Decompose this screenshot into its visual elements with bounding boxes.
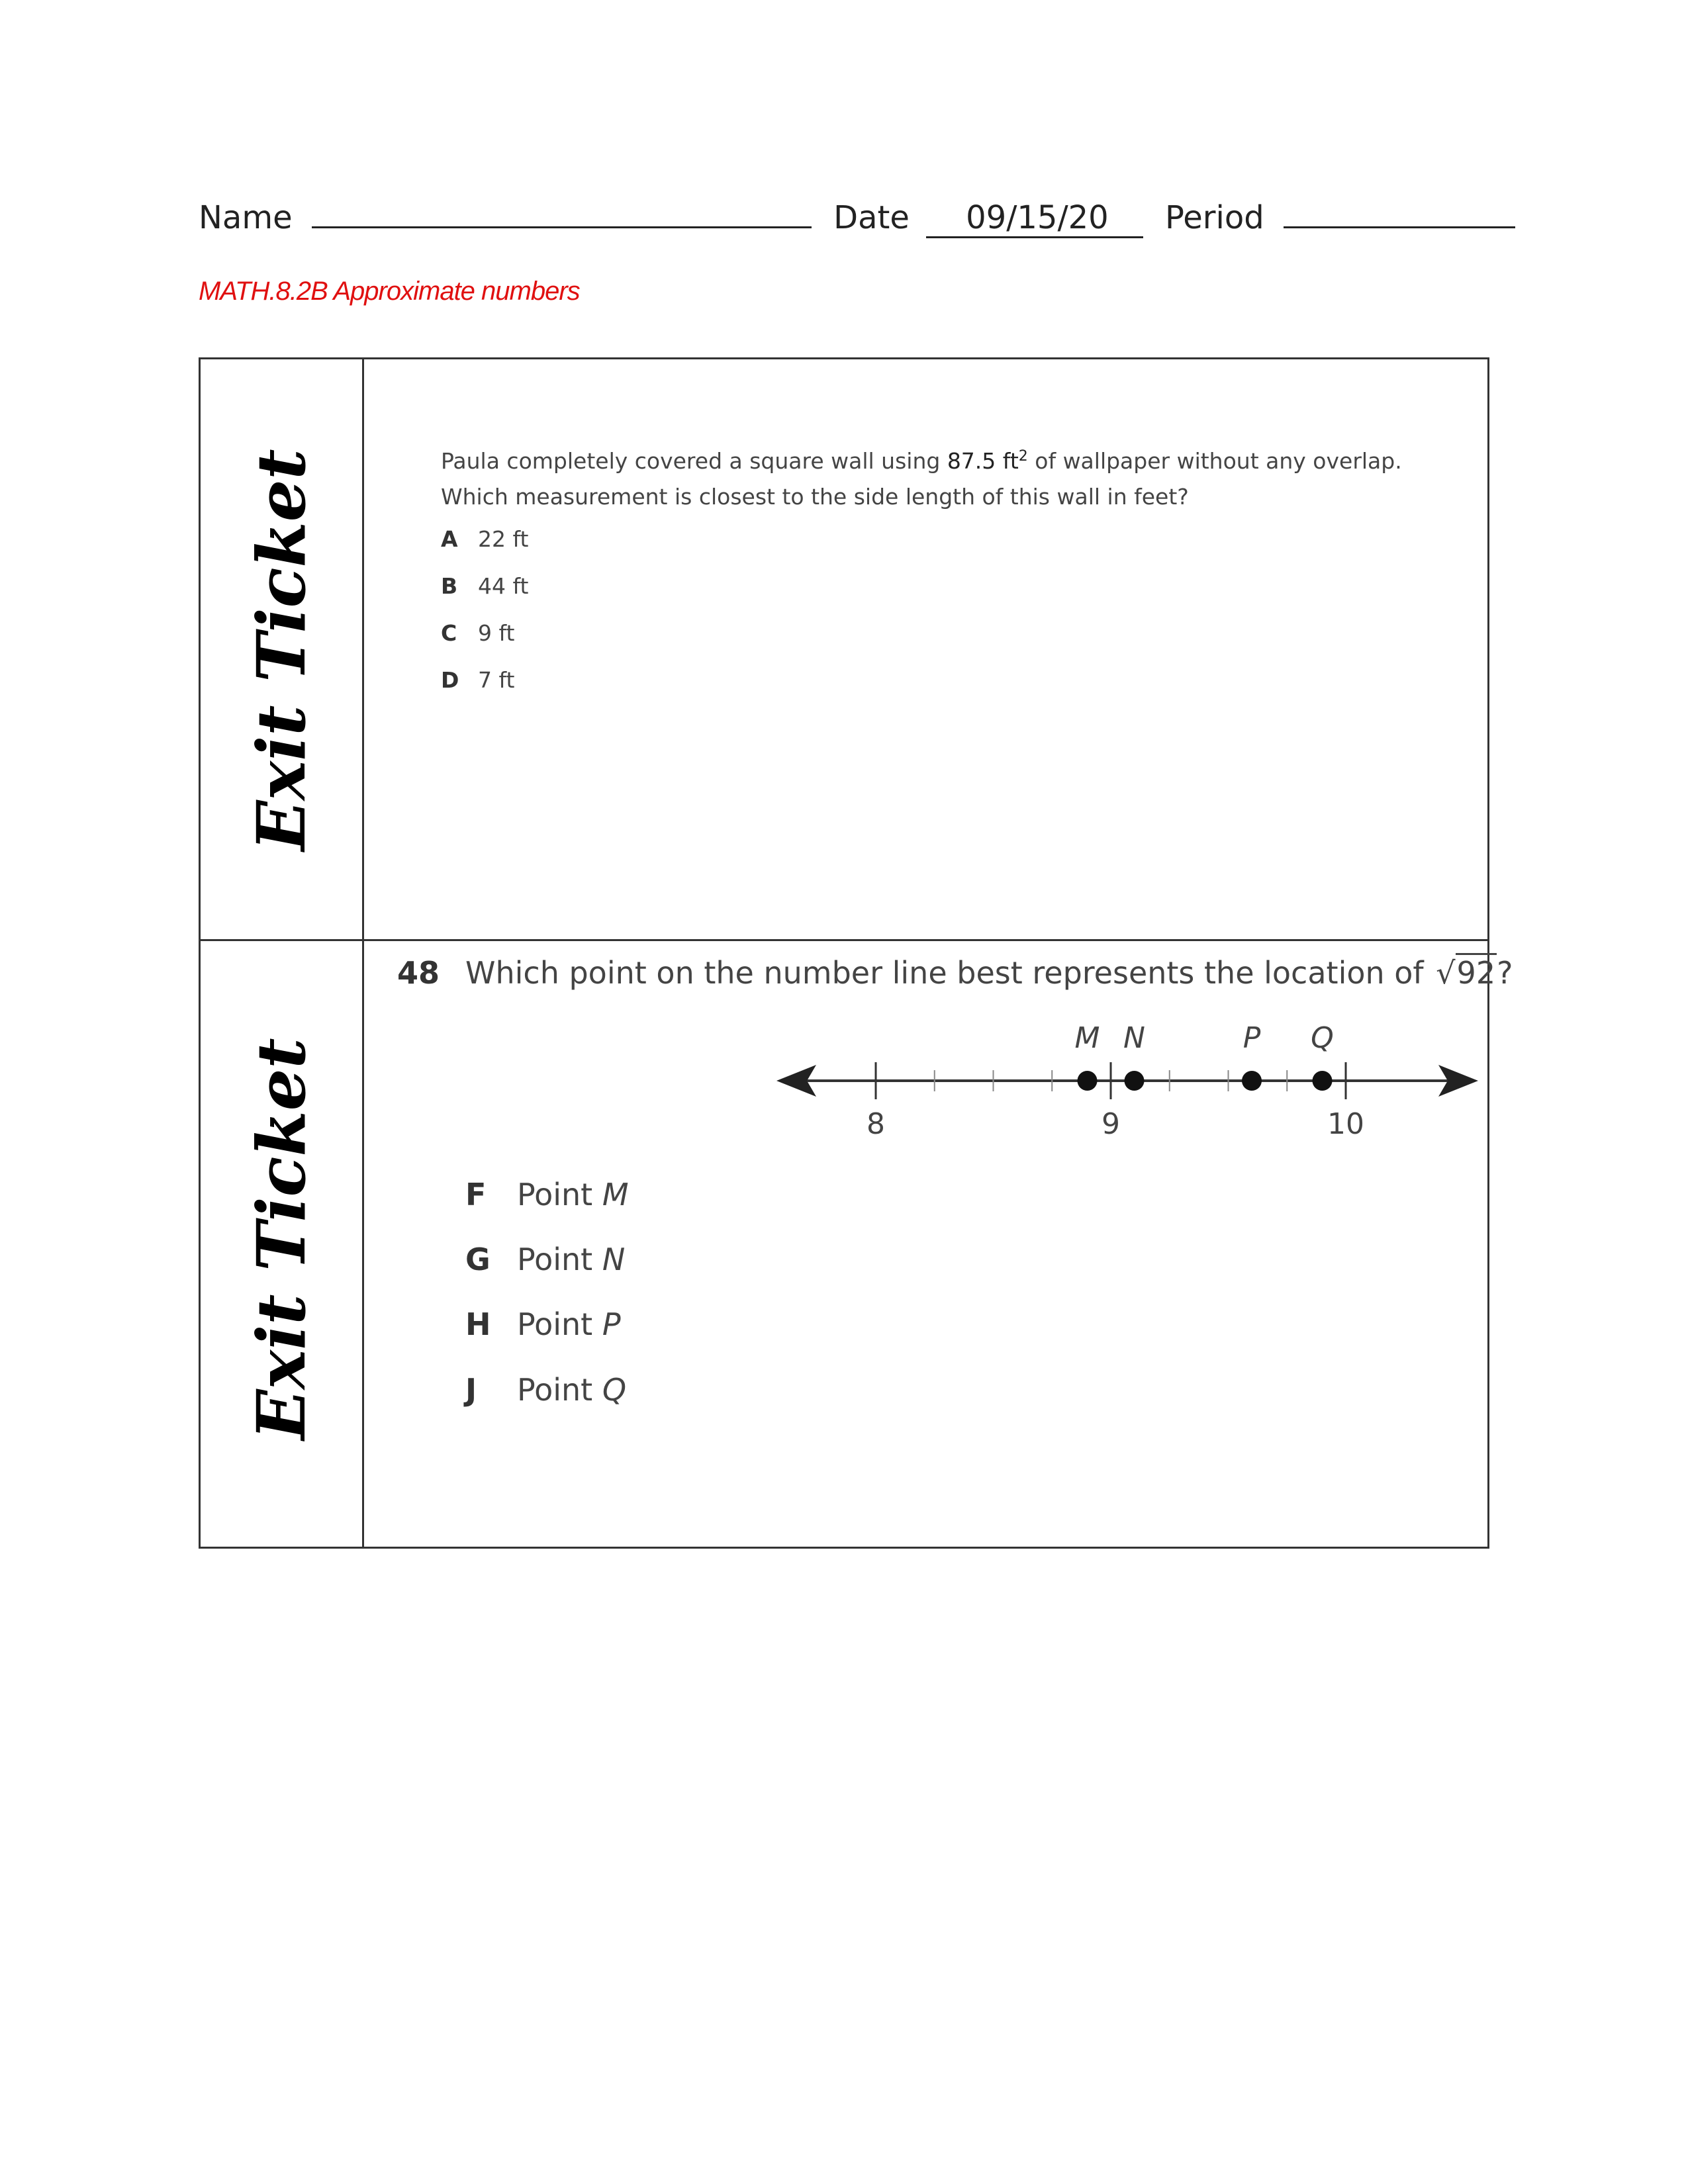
header-line <box>199 192 1489 238</box>
number-line <box>776 1015 1478 1193</box>
tick-label: 8 <box>867 1107 885 1141</box>
choice-g[interactable]: G Point N <box>465 1242 626 1277</box>
standard-label: MATH.8.2B Approximate numbers <box>199 277 580 306</box>
point-n <box>1125 1071 1145 1091</box>
name-blank[interactable] <box>312 192 812 228</box>
square-root: √92 <box>1433 955 1497 991</box>
exit-ticket-label-1: Exit Ticket <box>242 449 320 851</box>
choice-h[interactable]: H Point P <box>465 1306 621 1342</box>
choice-a[interactable]: A 22 ft <box>441 526 529 552</box>
period-blank[interactable] <box>1284 192 1515 228</box>
point-label-m: M <box>1074 1021 1100 1055</box>
choice-b[interactable]: B 44 ft <box>441 573 529 599</box>
area-value: 87.5 $ft^2$ <box>947 448 1028 474</box>
point-label-p: P <box>1243 1021 1261 1055</box>
column-divider <box>362 359 364 1547</box>
question-2-number: 48 <box>397 955 440 991</box>
point-label-q: Q <box>1311 1021 1334 1055</box>
exit-ticket-label-2: Exit Ticket <box>242 1038 320 1440</box>
tick-label: 9 <box>1102 1107 1120 1141</box>
question-1-text: Paula completely covered a square wall using 87.5 $ft^2$ of wallpaper without any overlap. Which measurement is closest to the side length of this wall in feet? <box>441 448 1402 510</box>
choice-f[interactable]: F Point M <box>465 1177 629 1212</box>
choice-d[interactable]: D 7 ft <box>441 667 515 693</box>
date-value[interactable]: 09/15/20 <box>926 199 1143 238</box>
choice-c[interactable]: C 9 ft <box>441 620 515 646</box>
date-label: Date <box>833 199 910 236</box>
question-2-text: Which point on the number line best represents the location of √92? <box>465 955 1513 991</box>
point-label-n: N <box>1123 1021 1145 1055</box>
name-label: Name <box>199 199 293 236</box>
exit-ticket-table <box>199 357 1513 1549</box>
tick-label: 10 <box>1327 1107 1364 1141</box>
period-label: Period <box>1164 199 1264 236</box>
choice-j[interactable]: J Point Q <box>465 1372 627 1408</box>
point-p <box>1242 1071 1262 1091</box>
point-q <box>1313 1071 1333 1091</box>
point-m <box>1078 1071 1098 1091</box>
row-divider <box>201 939 1487 941</box>
